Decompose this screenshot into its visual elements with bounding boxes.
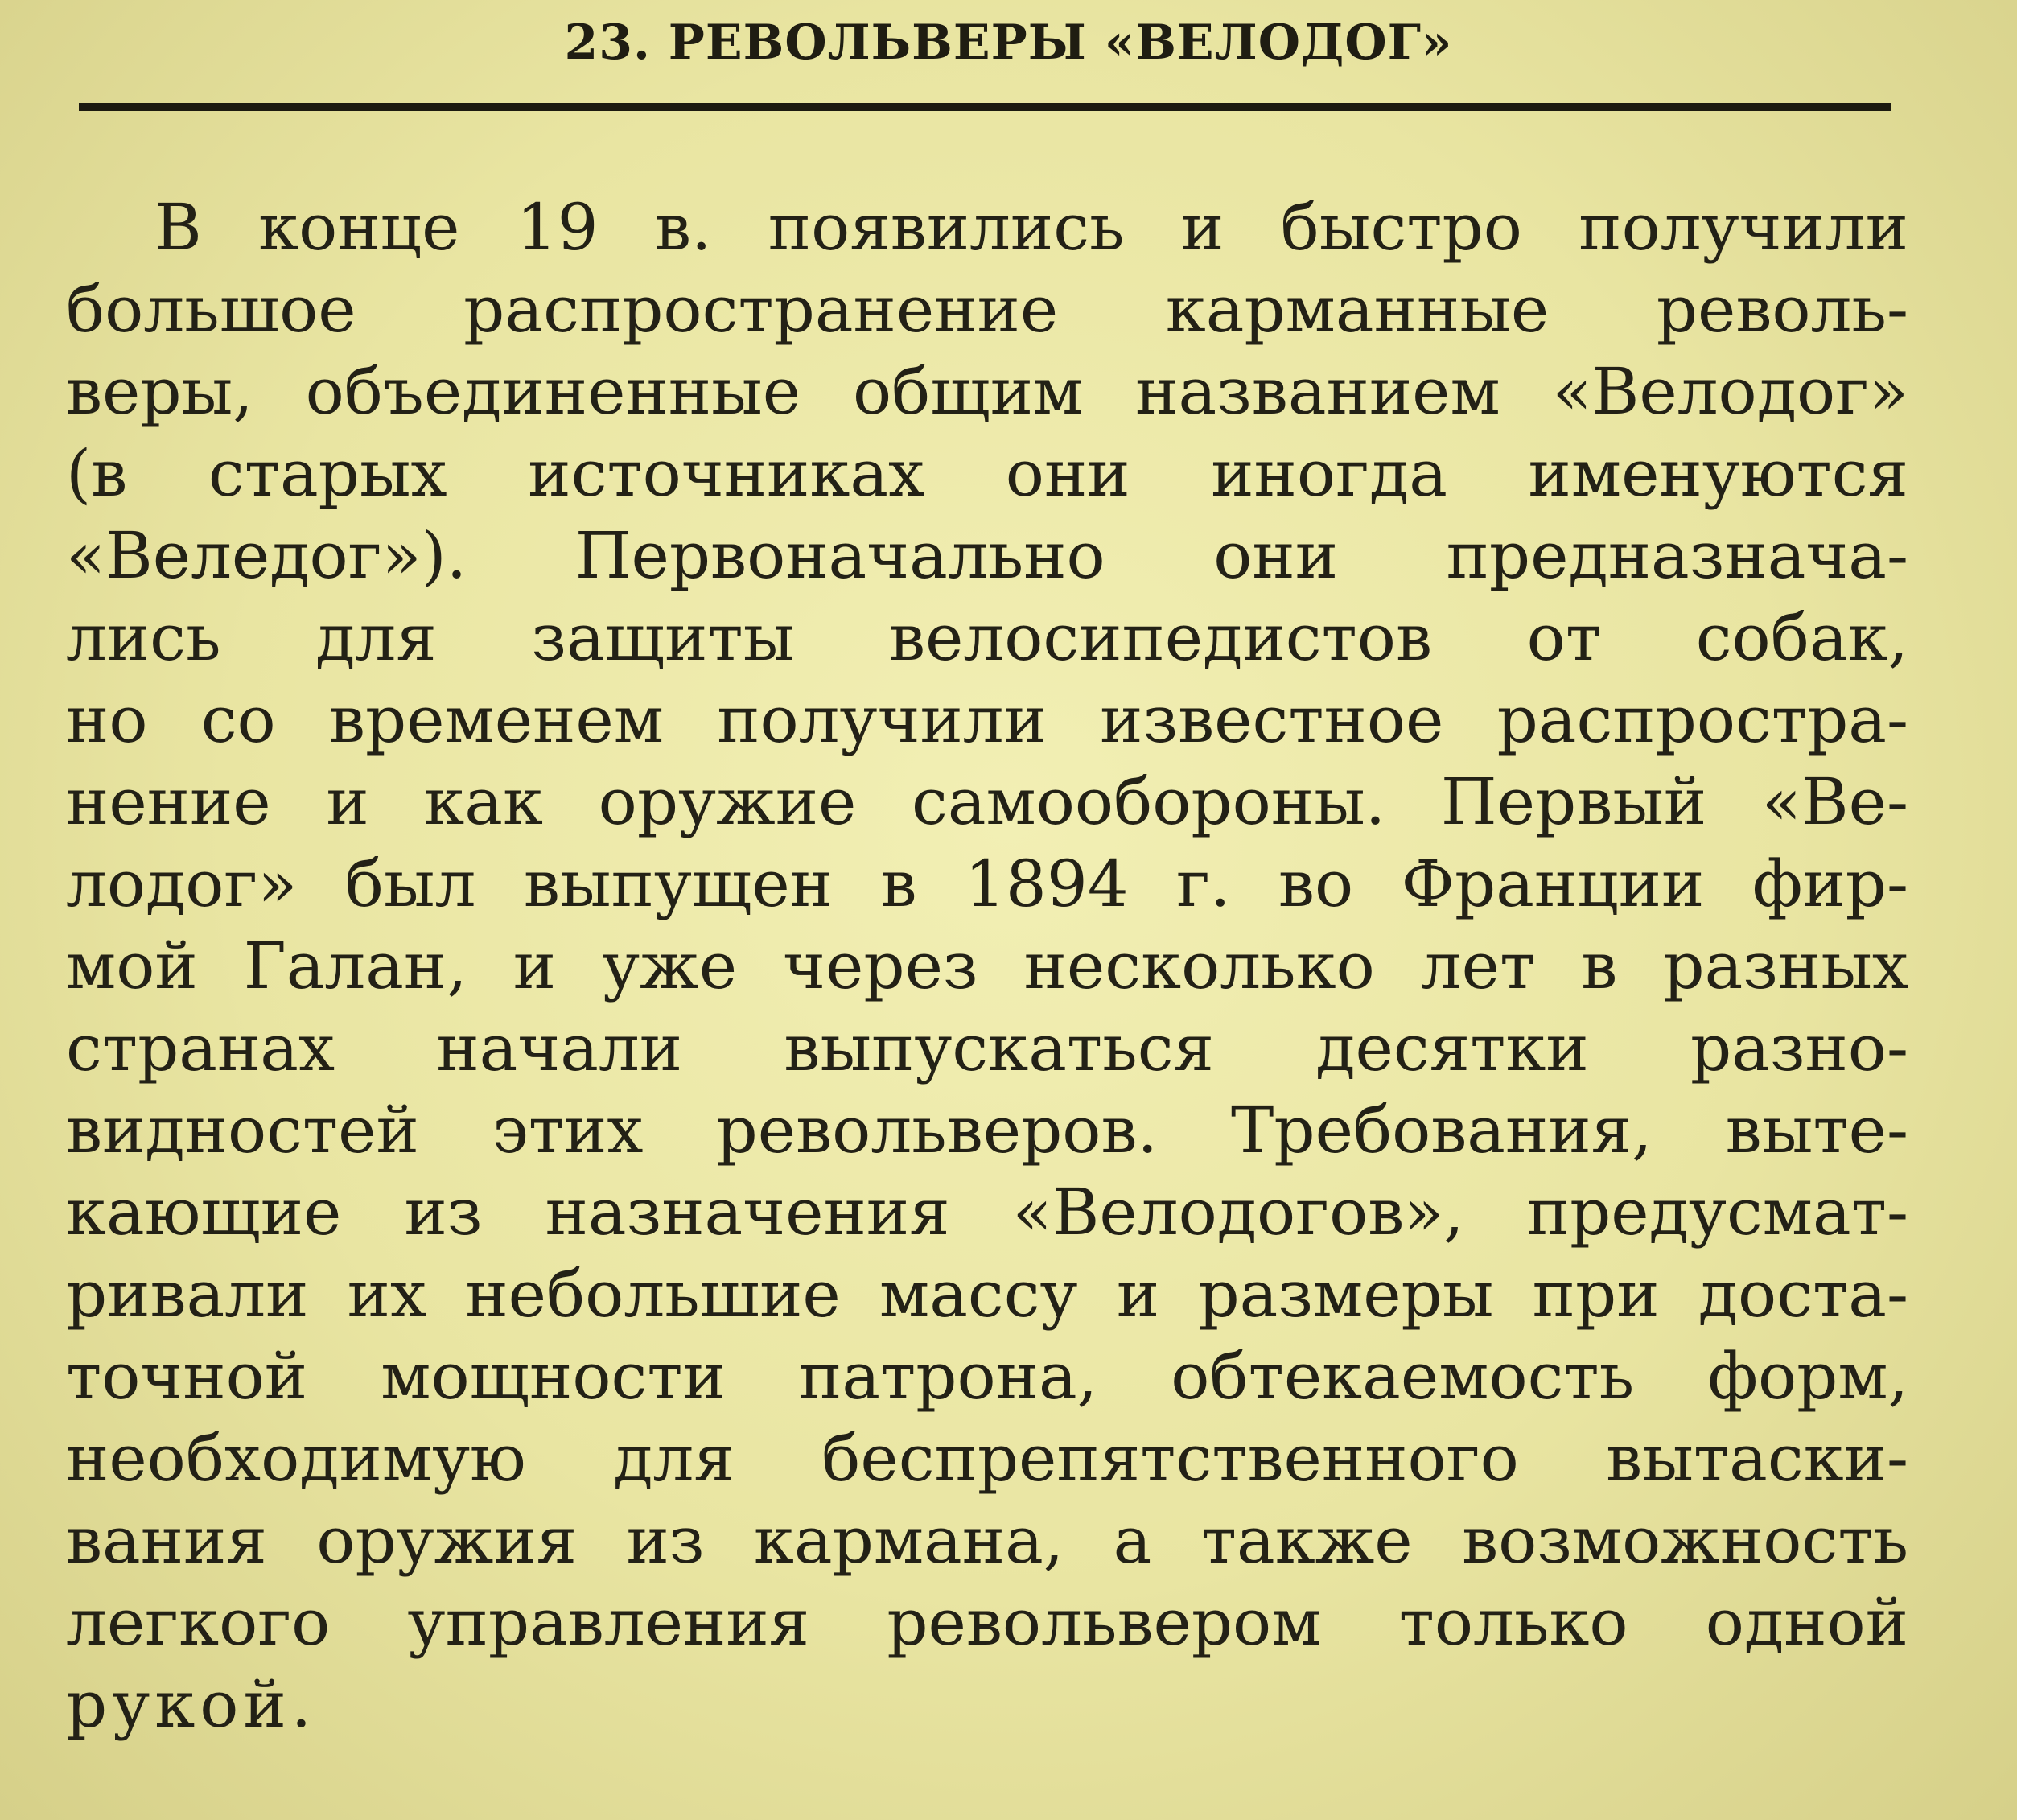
title-underline-rule	[79, 103, 1891, 111]
text-line: лодог» был выпущен в 1894 г. во Франции фир-	[66, 846, 1908, 921]
text-line: вания оружия из кармана, а также возможность	[66, 1503, 1908, 1578]
text-line: большое распространение карманные револь-	[66, 272, 1908, 347]
text-line: мой Галан, и уже через несколько лет в разных	[66, 929, 1908, 1003]
text-line: (в старых источниках они иногда именуются	[66, 436, 1908, 511]
text-line: точной мощности патрона, обтекаемость форм,	[66, 1339, 1908, 1414]
text-line: веры, объединенные общим названием «Велодог»	[66, 354, 1908, 429]
text-line: В конце 19 в. появились и быстро получили	[154, 190, 1908, 265]
text-line: странах начали выпускаться десятки разно-	[66, 1011, 1908, 1085]
text-line: видностей этих револьверов. Требования, выте-	[66, 1093, 1908, 1167]
text-line: но со временем получили известное распростра-	[66, 682, 1908, 757]
article-paragraph	[66, 187, 1908, 1746]
text-line: «Веледог»). Первоначально они предназнача-	[66, 518, 1908, 593]
text-line: нение и как оружие самообороны. Первый «Ве-	[66, 764, 1908, 839]
text-line: необходимую для беспрепятственного вытаски-	[66, 1421, 1908, 1496]
text-line: ривали их небольшие массу и размеры при доста-	[66, 1257, 1908, 1332]
text-line: легкого управления револьвером только одной	[66, 1585, 1908, 1660]
text-line: кающие из назначения «Велодогов», предусмат-	[66, 1175, 1908, 1250]
text-line: рукой.	[66, 1667, 317, 1742]
section-title: 23. РЕВОЛЬВЕРЫ «ВЕЛОДОГ»	[564, 14, 1453, 71]
text-line: лись для защиты велосипедистов от собак,	[66, 600, 1908, 675]
